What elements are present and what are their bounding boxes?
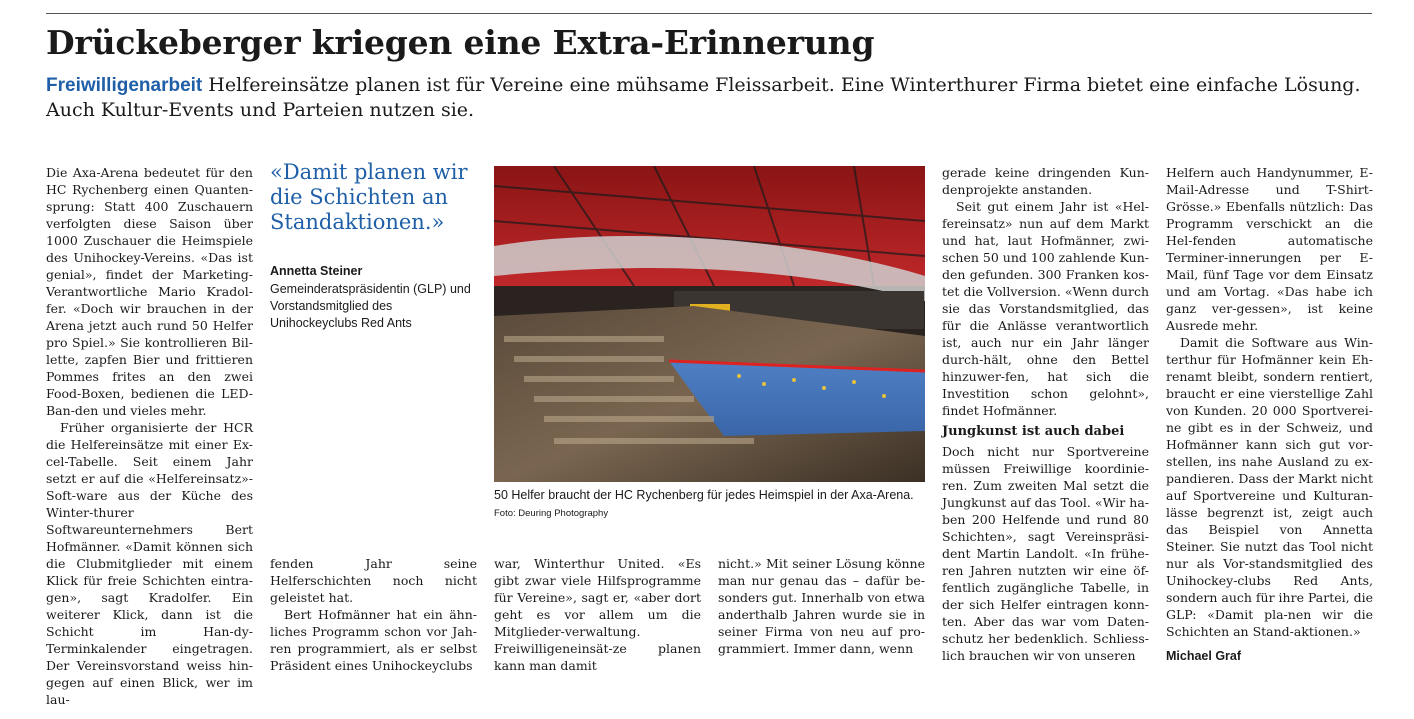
quote-author-name: Annetta Steiner <box>270 264 363 278</box>
paragraph: Die Axa-Arena bedeutet für den HC Rychenberg einen Quanten-sprung: Statt 400 Zuschauern verfolgten diese Saison über 1000 Zuschauer die Heimspiele des Unihockey-Vereins. «Das ist genial», findet der Marketing-Verantwortliche Mario Kradol-fer. «Doch wir brauchen in der Arena jetzt auch rund 50 Helfer pro Spiel.» Sie kontrollieren Bil-lette, zapfen Bier und frittieren Pommes frites an den zwei Food-Boxen, bedienen die LED-Ban-den und vieles mehr. <box>46 165 253 418</box>
photo-caption <box>494 487 924 522</box>
author-byline: Michael Graf <box>1166 649 1242 663</box>
subheading: Jungkunst ist auch dabei <box>942 424 1125 439</box>
article-column-4 <box>718 555 925 657</box>
top-rule <box>46 13 1372 14</box>
paragraph: Damit die Software aus Win-terthur für Hofmänner kein Eh-renamt bleibt, sondern rentiert, braucht er eine vierstellige Zahl von Kunden. 20 000 Sportverei-ne gibt es in der Schweiz, und Hofmänner kann sich gut vor-stellen, ins nahe Ausland zu ex-pandieren. Dass der Markt nicht auf Sportvereine und Kulturan-lässe begrenzt ist, zeigt auch das Beispiel von Annetta Steiner. Sie nutzt das Tool nicht nur als Vor-standsmitglied des Unihockey-clubs Red Ants, sondern auch für ihre Partei, die GLP: «Damit pla-nen wir die Schichten an Stand-aktionen.» <box>1166 335 1373 639</box>
lead-text: Helfereinsätze planen ist für Vereine eine mühsame Fleissarbeit. Eine Winterthurer Firma bietet eine einfache Lösung. Auch Kultur-Events und Parteien nutzen sie. <box>46 74 1361 121</box>
paragraph: gerade keine dringenden Kun-denprojekte anstanden. <box>942 165 1149 197</box>
photo-credit: Foto: Deuring Photography <box>494 508 609 519</box>
arena-photo <box>494 166 925 482</box>
pull-quote: «Damit planen wir die Schichten an Standaktionen.» <box>270 160 468 234</box>
caption-text: 50 Helfer braucht der HC Rychenberg für jedes Heimspiel in der Axa-Arena. <box>494 488 914 502</box>
paragraph: Seit gut einem Jahr ist «Hel-fereinsatz» nun auf dem Markt und hat, laut Hofmänner, zwi-schen 50 und 100 zahlende Kun-den gefunden. 300 Franken kos-tet die Vollversion. «Wenn durch sie das Vorstandsmitglied, das für die Anlässe verantwortlich ist, auch nur ein Jahr länger durch-hält, ohne den Bettel hinzuwer-fen, hat sich die Investition schon gelohnt», findet Hofmänner. <box>942 199 1149 418</box>
article-column-6 <box>1166 164 1373 665</box>
paragraph: Bert Hofmänner hat ein ähn-liches Programm schon vor Jah-ren programmiert, als er selbst Präsident eines Unihockeyclubs <box>270 607 477 673</box>
arena-photo-illustration <box>494 166 925 482</box>
lead-paragraph <box>46 73 1376 123</box>
paragraph: Früher organisierte der HCR die Helfereinsätze mit einer Ex-cel-Tabelle. Seit einem Jahr setzt er auf die «Helfereinsatz»-Soft-ware aus der Küche des Winter-thurer Softwareunternehmers Bert Hofmänner. «Damit können sich die Clubmitglieder mit einem Klick für freie Schichten eintra-gen», sagt Kradolfer. Ein weiterer Klick, dann ist die Schicht im Han-dy-Terminkalender eingetragen. Der Vereinsvorstand weiss hin-gegen auf einen Blick, wer im lau- <box>46 420 253 707</box>
article-column-3 <box>494 555 701 674</box>
paragraph: nicht.» Mit seiner Lösung könne man nur genau das – dafür be-sonders gut. Innerhalb von etwa anderthalb Jahren wurde sie in seiner Firma von neu auf pro-grammiert. Immer dann, wenn <box>718 556 925 656</box>
quote-author-role: Gemeinderatspräsidentin (GLP) und Vorstandsmitglied des Unihockeyclubs Red Ants <box>270 282 471 330</box>
paragraph: Helfern auch Handynummer, E-Mail-Adresse und T-Shirt-Grösse.» Ebenfalls nützlich: Das Programm verschickt an die Hel-fenden automatische Terminer-innerungen per E-Mail, fünf Tage vor dem Einsatz und am Vortag. «Das habe ich ganz ver-gessen», ist keine Ausrede mehr. <box>1166 165 1373 333</box>
article-column-2 <box>270 555 477 674</box>
kicker: Freiwilligenarbeit <box>46 75 203 96</box>
paragraph: fenden Jahr seine Helferschichten noch nicht geleistet hat. <box>270 556 477 605</box>
article-column-5 <box>942 164 1149 664</box>
paragraph: war, Winterthur United. «Es gibt zwar viele Hilfsprogramme für Vereine», sagt er, «aber dort geht es vor allem um die Mitglieder-verwaltung. Freiwilligeneinsät-ze planen kann man damit <box>494 556 701 673</box>
article-column-1 <box>46 164 253 708</box>
paragraph: Doch nicht nur Sportvereine müssen Freiwillige koordinie-ren. Zum zweiten Mal setzt die Jungkunst auf das Tool. «Wir ha-ben 200 Helfende und rund 80 Schichten», sagt Vereinspräsi-dent Martin Landolt. «In frühe-ren Jahren nutzten wir eine öf-fentlich zugängliche Tabelle, in der sich Helfer eintragen konn-ten. Aber das war vom Daten-schutz her bedenklich. Schliess-lich brauchen wir von unseren <box>942 444 1149 663</box>
headline: Drückeberger kriegen eine Extra-Erinnerung <box>46 23 875 62</box>
